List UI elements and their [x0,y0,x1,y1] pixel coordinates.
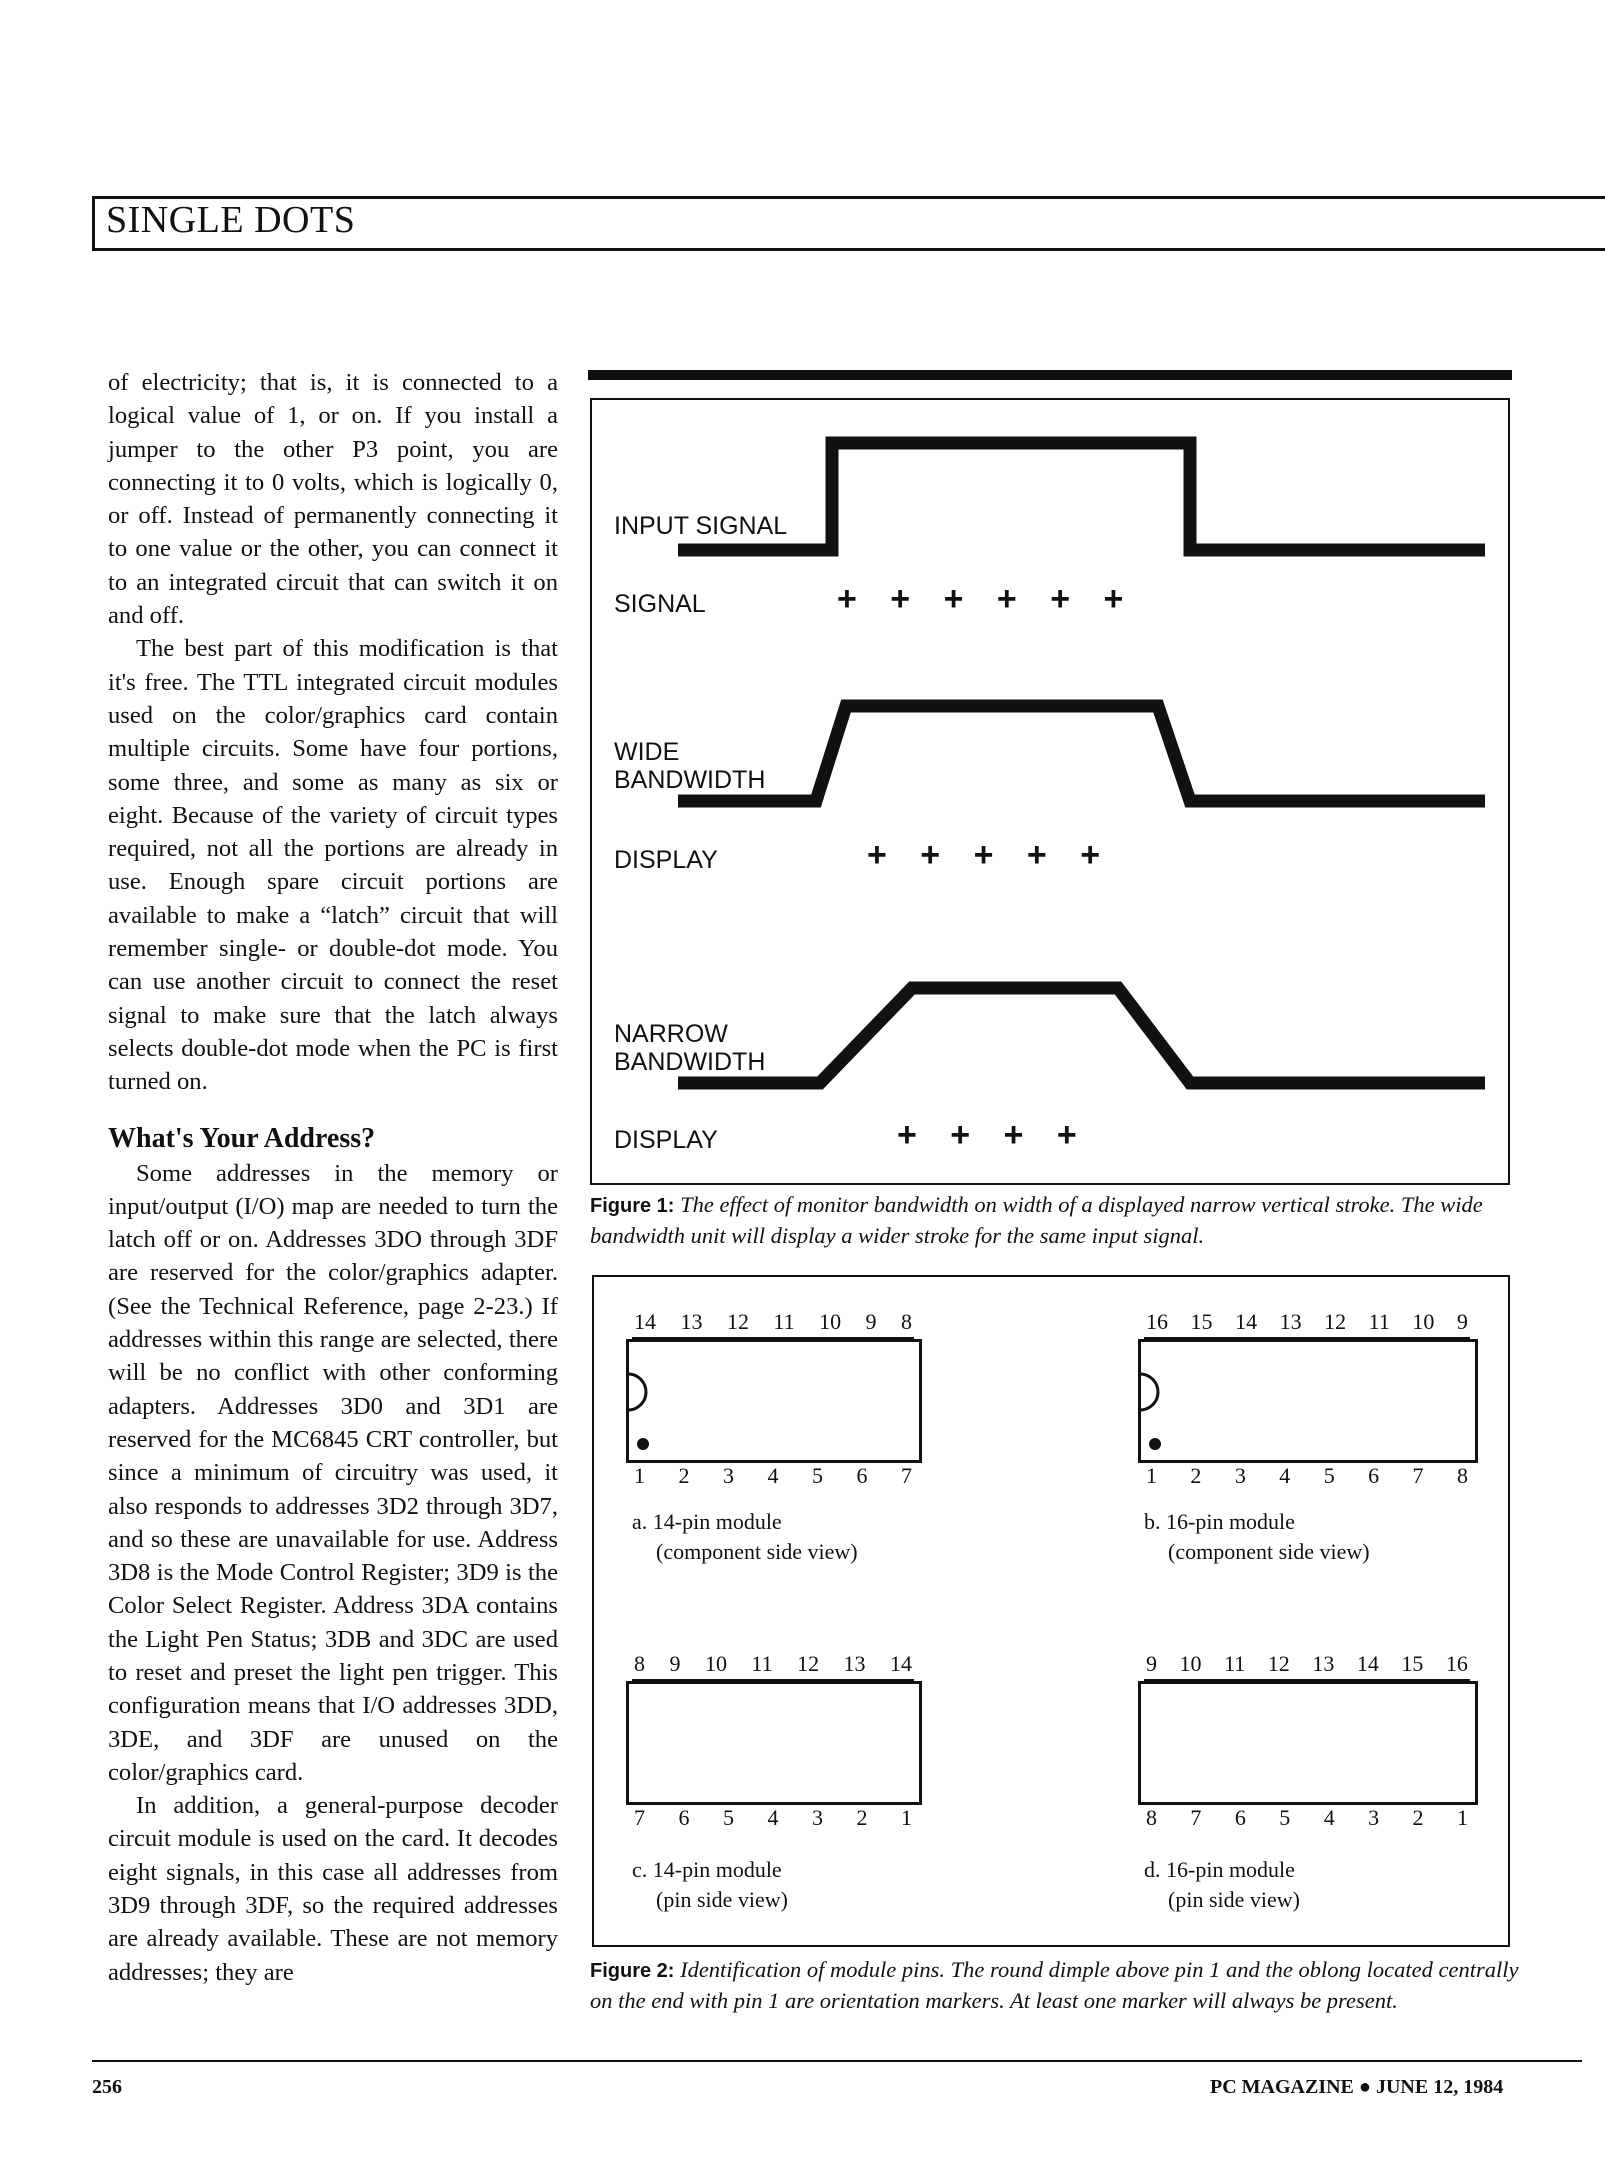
module-c-top-pins [634,1651,912,1677]
module-b-label-title: b. 16-pin module [1144,1509,1295,1534]
pin-label: 14 [890,1651,912,1676]
pin-label: 5 [723,1805,734,1830]
body-column [108,366,558,1989]
pin-label: 14 [1235,1309,1258,1334]
pin-label: 3 [723,1463,734,1488]
header-bottom-rule [92,248,1605,251]
paragraph-4: In addition, a general-purpose decoder circuit module is used on the card. It decodes eight signals, in this case all addresses from 3D9 through 3DF, so the required addresses are already available. These are not memory addresses; they are [108,1792,558,1986]
pin-label: 9 [1456,1309,1468,1334]
pin-label: 13 [680,1309,703,1334]
pin-label: 16 [1146,1309,1168,1334]
label-display-1: DISPLAY [614,846,718,874]
figure-1-caption [590,1190,1520,1251]
dimple-marker [1138,1370,1168,1420]
label-narrow: NARROW [614,1020,728,1048]
module-b-label-view: (component side view) [1168,1539,1370,1564]
module-d-label-title: d. 16-pin module [1144,1857,1295,1882]
module-c-label-title: c. 14-pin module [632,1857,782,1882]
pin-label: 12 [726,1309,749,1334]
pin-label: 14 [1356,1651,1379,1676]
wide-bandwidth-waveform [678,706,1485,801]
pin1-dot-marker [635,1436,651,1452]
plus-row-display-1: + + + + + [867,836,1101,874]
plus-row-signal: + + + + + + [837,580,1124,618]
pin-label: 10 [1179,1651,1202,1676]
figure-2-box [592,1275,1510,1947]
narrow-bandwidth-waveform [678,988,1485,1083]
module-b-label [1144,1507,1370,1567]
paragraph-2: The best part of this modification is that it's free. The TTL integrated circuit modules used on the color/graphics card contain multiple circuits. Some have four portions, some three, and some as many as six or eight. Because of the variety of circuit types required, not all the portions are already in use. Enough spare circuit portions are available to make a “latch” circuit that will remember single- or double-dot mode. You can use another circuit to connect the reset signal to make sure that the latch always selects double-dot mode when the PC is first turned on. [108,635,558,1096]
module-a-chip [626,1339,922,1463]
module-b-chip [1138,1339,1478,1463]
pin-label: 3 [1234,1463,1246,1488]
label-narrow-bandwidth: BANDWIDTH [614,1048,766,1076]
header-left-rule [92,196,95,251]
figure-1-caption-text: The effect of monitor bandwidth on width of a displayed narrow vertical stroke. The wide bandwidth unit will display a wider stroke for the same input signal. [590,1192,1483,1248]
pin-label: 6 [678,1805,690,1830]
pin-label: 8 [901,1309,912,1334]
pin-label: 9 [1146,1651,1157,1676]
pin-label: 13 [843,1651,866,1676]
module-d-top-pins [1146,1651,1468,1677]
pin-label: 4 [767,1805,779,1830]
module-c-bottom-pins [634,1805,912,1831]
figure-1-caption-lead: Figure 1: [590,1195,675,1217]
module-a-top-pins [634,1309,912,1335]
subheading: What's Your Address? [108,1122,376,1154]
pin-label: 15 [1190,1309,1213,1334]
pin-label: 4 [1279,1463,1291,1488]
plus-row-display-2: + + + + [897,1116,1077,1154]
pin-label: 9 [669,1651,681,1676]
pin-label: 2 [1190,1463,1202,1488]
pin1-dot-marker [1147,1436,1163,1452]
pin-label: 7 [634,1805,645,1830]
pin-label: 6 [1234,1805,1246,1830]
pin-label: 11 [1368,1309,1390,1334]
pin-label: 8 [1146,1805,1157,1830]
module-c-chip [626,1681,922,1805]
pin-label: 1 [1146,1463,1157,1488]
label-input-signal: INPUT SIGNAL [614,512,788,540]
module-a-bottom-pins [634,1463,912,1489]
input-signal-waveform [678,443,1485,550]
pin-label: 7 [901,1463,912,1488]
label-signal: SIGNAL [614,590,706,618]
dimple-marker [626,1370,656,1420]
pin-label: 9 [865,1309,877,1334]
module-d-bottom-pins [1146,1805,1468,1831]
pin-label: 12 [1267,1651,1290,1676]
pin-label: 1 [1456,1805,1468,1830]
module-c-label-view: (pin side view) [656,1887,788,1912]
footer-rule [92,2060,1582,2062]
pin-label: 1 [634,1463,645,1488]
pin-label: 14 [634,1309,656,1334]
pin-label: 3 [812,1805,823,1830]
pin-label: 2 [678,1463,690,1488]
label-wide: WIDE [614,738,680,766]
magazine-issue: PC MAGAZINE ● JUNE 12, 1984 [1210,2076,1504,2098]
pin-label: 13 [1279,1309,1302,1334]
module-a-label [632,1507,858,1567]
figure-2-caption-lead: Figure 2: [590,1960,675,1982]
module-a-label-view: (component side view) [656,1539,858,1564]
pin-label: 8 [634,1651,645,1676]
pin-label: 11 [751,1651,773,1676]
label-wide-bandwidth: BANDWIDTH [614,766,766,794]
module-d-chip [1138,1681,1478,1805]
module-d-label [1144,1855,1300,1915]
pin-label: 7 [1190,1805,1202,1830]
figure-2-caption [590,1955,1520,2016]
pin-label: 5 [1279,1805,1291,1830]
pin-label: 11 [773,1309,795,1334]
pin-label: 12 [797,1651,820,1676]
pin-label: 12 [1324,1309,1347,1334]
figure-1-box [590,398,1510,1185]
pin-label: 4 [767,1463,779,1488]
paragraph-3: Some addresses in the memory or input/output (I/O) map are needed to turn the latch off or on. Addresses 3DO through 3DF are reserved for the color/graphics adapter. (See the Technical Reference, page 2-23.) If addresses within this range are selected, there will be no conflict with other conforming adapters. Addresses 3D0 and 3D1 are reserved for the MC6845 CRT controller, but since a minimum of circuitry was used, it also responds to addresses 3D2 through 3D7, and so these are unavailable for use. Address 3D8 is the Mode Control Register; 3D9 is the Color Select Register. Address 3DA contains the Light Pen Status; 3DB and 3DC are used to reset and preset the light pen trigger. This configuration means that I/O addresses 3DD, 3DE, and 3DF are unused on the color/graphics card. [108,1159,558,1786]
section-title: SINGLE DOTS [106,199,356,241]
pin-label: 4 [1323,1805,1335,1830]
module-b-bottom-pins [1146,1463,1468,1489]
figure-top-rule [588,370,1512,380]
pin-label: 2 [856,1805,868,1830]
page-number: 256 [92,2076,122,2098]
pin-label: 8 [1456,1463,1468,1488]
figure-2-caption-text: Identification of module pins. The round dimple above pin 1 and the oblong located centrally on the end with pin 1 are orientation markers. At least one marker will always be present. [590,1957,1519,2013]
pin-label: 16 [1445,1651,1468,1676]
pin-label: 6 [1368,1463,1380,1488]
pin-label: 6 [856,1463,868,1488]
module-c-label [632,1855,788,1915]
label-display-2: DISPLAY [614,1126,718,1154]
pin-label: 1 [901,1805,912,1830]
pin-label: 3 [1368,1805,1380,1830]
pin-label: 13 [1312,1651,1335,1676]
module-a-label-title: a. 14-pin module [632,1509,782,1534]
pin-label: 15 [1401,1651,1424,1676]
pin-label: 10 [704,1651,727,1676]
module-d-label-view: (pin side view) [1168,1887,1300,1912]
paragraph-1: of electricity; that is, it is connected to a logical value of 1, or on. If you install a jumper to the other P3 point, you are connecting it to 0 volts, which is logically 0, or off. Instead of permanently connecting it to one value or the other, you can connect it to an integrated circuit that can switch it on and off. [108,369,558,630]
pin-label: 7 [1412,1463,1424,1488]
pin-label: 10 [1412,1309,1435,1334]
pin-label: 5 [1323,1463,1335,1488]
pin-label: 5 [812,1463,823,1488]
module-b-top-pins [1146,1309,1468,1335]
pin-label: 2 [1412,1805,1424,1830]
pin-label: 10 [819,1309,842,1334]
pin-label: 11 [1224,1651,1246,1676]
